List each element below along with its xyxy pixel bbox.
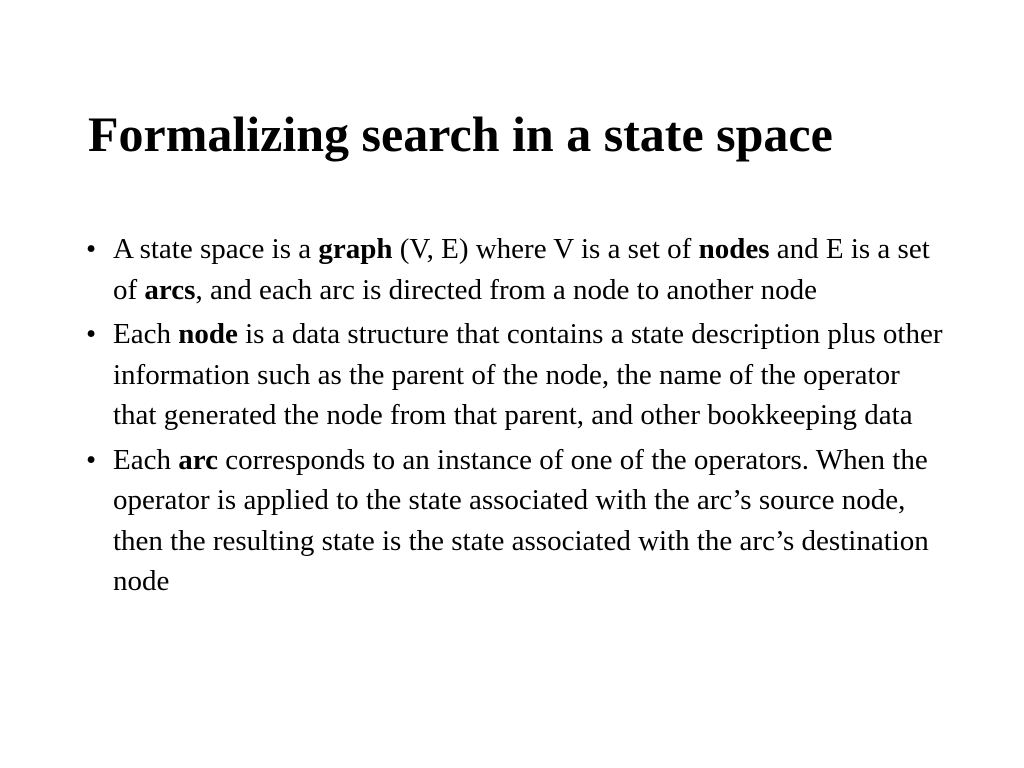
bullet-item bbox=[86, 314, 946, 436]
bullet-text bbox=[113, 233, 930, 306]
text-segment: corresponds to an instance of one of the operators. When the operator is applied to the state associated with the arc’s source node, then the resulting state is the state associated with the arc’s destination node bbox=[113, 443, 929, 597]
bullet-list bbox=[86, 229, 946, 606]
text-segment: (V, E) where V is a set of bbox=[392, 233, 699, 265]
text-segment: A state space is a bbox=[113, 233, 319, 265]
bullet-item bbox=[86, 229, 946, 310]
text-segment: , and each arc is directed from a node to another node bbox=[195, 273, 818, 306]
bold-term-node: node bbox=[178, 318, 238, 350]
slide-title: Formalizing search in a state space bbox=[88, 106, 833, 162]
bullet-text bbox=[113, 444, 929, 598]
text-segment: Each bbox=[113, 318, 179, 350]
bold-term-nodes: nodes bbox=[698, 233, 770, 265]
bullet-dot-icon: • bbox=[86, 443, 97, 476]
bullet-text bbox=[113, 318, 943, 431]
bold-term-graph: graph bbox=[318, 233, 393, 265]
bullet-dot-icon: • bbox=[86, 318, 97, 350]
bullet-dot-icon: • bbox=[86, 233, 97, 265]
text-segment: and E is a set of bbox=[113, 233, 930, 306]
bold-term-arc: arc bbox=[178, 443, 218, 476]
text-segment: Each bbox=[113, 443, 179, 476]
bullet-item bbox=[86, 440, 946, 602]
text-segment: is a data structure that contains a state description plus other information such as the parent of the node, the name of the operator that generated the node from that parent, and other bookkeeping data bbox=[113, 318, 943, 431]
bold-term-arcs: arcs bbox=[144, 273, 196, 306]
